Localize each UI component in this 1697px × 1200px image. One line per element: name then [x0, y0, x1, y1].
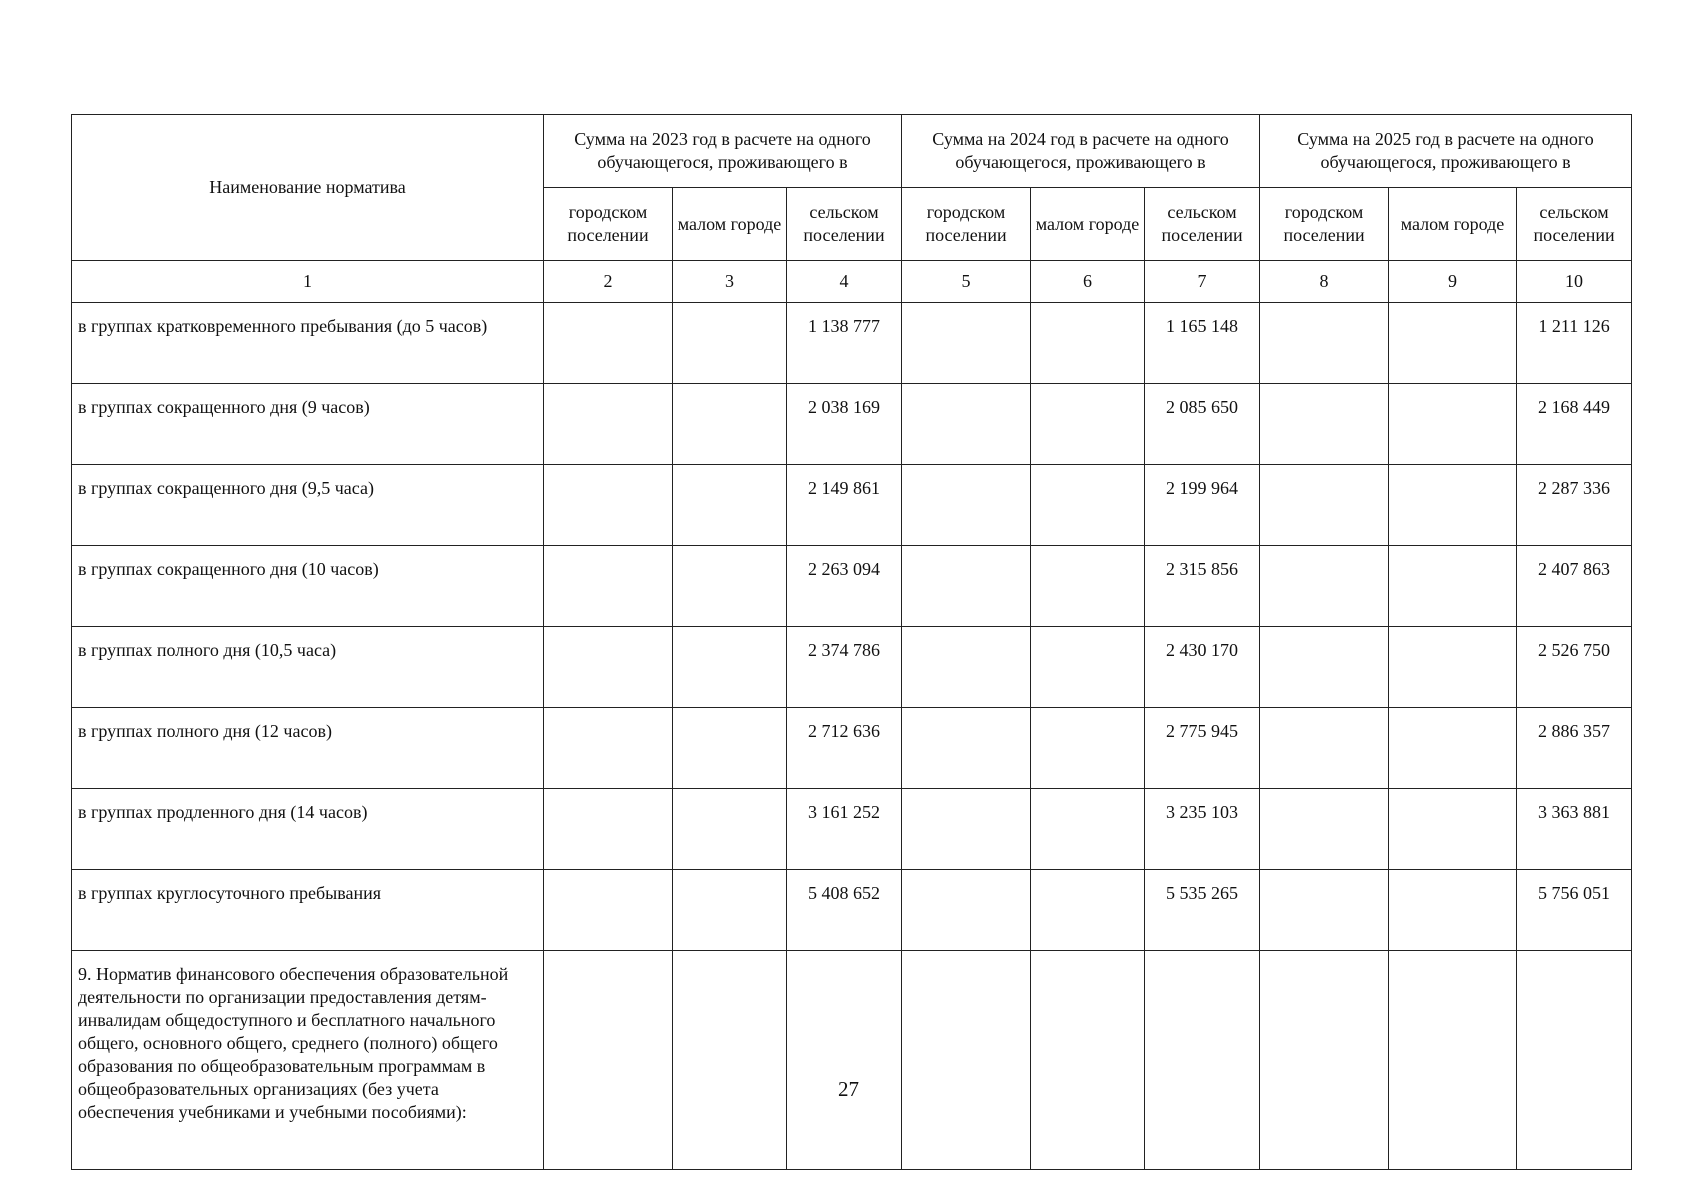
value-cell: 2 287 336 — [1517, 465, 1632, 546]
value-cell — [1389, 546, 1517, 627]
value-cell — [1031, 789, 1145, 870]
value-cell — [902, 546, 1031, 627]
value-cell — [544, 951, 673, 1170]
page-number: 27 — [838, 1077, 859, 1101]
normative-name-cell: в группах круглосуточного пребывания — [72, 870, 544, 951]
column-number: 10 — [1517, 261, 1632, 303]
normative-name-cell: в группах полного дня (10,5 часа) — [72, 627, 544, 708]
value-cell — [544, 870, 673, 951]
table-row — [72, 303, 1632, 384]
value-cell — [1031, 951, 1145, 1170]
value-cell: 3 363 881 — [1517, 789, 1632, 870]
value-cell — [1260, 789, 1389, 870]
value-cell — [673, 627, 787, 708]
column-number: 7 — [1145, 261, 1260, 303]
column-number: 2 — [544, 261, 673, 303]
value-cell — [1389, 789, 1517, 870]
value-cell — [1260, 303, 1389, 384]
value-cell: 2 199 964 — [1145, 465, 1260, 546]
normative-name-cell: 9. Норматив финансового обеспечения образовательной деятельности по организации предоставления детям-инвалидам общедоступного и бесплатного начального общего, основного общего, среднего (полного) общего образования по общеобразовательным программам в общеобразовательных организациях (без учета обеспечения учебниками и учебными пособиями): — [72, 951, 544, 1170]
subheader-rural-2024: сельском поселении — [1145, 188, 1260, 261]
value-cell — [673, 303, 787, 384]
normative-name-cell: в группах сокращенного дня (10 часов) — [72, 546, 544, 627]
column-number: 4 — [787, 261, 902, 303]
table-row — [72, 465, 1632, 546]
value-cell — [1260, 708, 1389, 789]
value-cell — [1031, 465, 1145, 546]
column-number-row — [72, 261, 1632, 303]
normative-name-cell: в группах полного дня (12 часов) — [72, 708, 544, 789]
column-number: 6 — [1031, 261, 1145, 303]
value-cell: 2 712 636 — [787, 708, 902, 789]
header-group-2024: Сумма на 2024 год в расчете на одного обучающегося, проживающего в — [902, 115, 1260, 188]
value-cell — [1145, 951, 1260, 1170]
value-cell — [1389, 465, 1517, 546]
value-cell: 2 407 863 — [1517, 546, 1632, 627]
column-number: 5 — [902, 261, 1031, 303]
subheader-small-town-2024: малом городе — [1031, 188, 1145, 261]
table-row — [72, 627, 1632, 708]
value-cell — [544, 384, 673, 465]
value-cell: 5 408 652 — [787, 870, 902, 951]
value-cell — [673, 546, 787, 627]
value-cell: 2 315 856 — [1145, 546, 1260, 627]
value-cell — [544, 546, 673, 627]
value-cell — [544, 303, 673, 384]
value-cell: 5 756 051 — [1517, 870, 1632, 951]
value-cell: 2 886 357 — [1517, 708, 1632, 789]
value-cell — [544, 789, 673, 870]
value-cell: 2 430 170 — [1145, 627, 1260, 708]
value-cell: 2 149 861 — [787, 465, 902, 546]
value-cell — [902, 789, 1031, 870]
subheader-urban-2023: городском поселении — [544, 188, 673, 261]
table-row-section-9 — [72, 951, 1632, 1170]
value-cell — [1517, 951, 1632, 1170]
value-cell — [1260, 627, 1389, 708]
table-row — [72, 546, 1632, 627]
value-cell — [1031, 708, 1145, 789]
value-cell — [673, 951, 787, 1170]
value-cell: 2 775 945 — [1145, 708, 1260, 789]
normative-name-cell: в группах сокращенного дня (9,5 часа) — [72, 465, 544, 546]
header-row-groups — [72, 115, 1632, 188]
value-cell — [1031, 870, 1145, 951]
table-row — [72, 870, 1632, 951]
value-cell: 1 138 777 — [787, 303, 902, 384]
normative-name-cell: в группах сокращенного дня (9 часов) — [72, 384, 544, 465]
value-cell — [544, 708, 673, 789]
value-cell — [673, 870, 787, 951]
value-cell — [1260, 465, 1389, 546]
table-row — [72, 384, 1632, 465]
subheader-rural-2025: сельском поселении — [1517, 188, 1632, 261]
normative-table — [71, 114, 1632, 1170]
value-cell — [1031, 303, 1145, 384]
column-number: 1 — [72, 261, 544, 303]
value-cell: 1 211 126 — [1517, 303, 1632, 384]
value-cell — [1260, 870, 1389, 951]
value-cell: 1 165 148 — [1145, 303, 1260, 384]
value-cell — [673, 708, 787, 789]
value-cell: 2 168 449 — [1517, 384, 1632, 465]
value-cell: 2 085 650 — [1145, 384, 1260, 465]
table-row — [72, 789, 1632, 870]
column-number: 9 — [1389, 261, 1517, 303]
value-cell — [1031, 384, 1145, 465]
value-cell — [902, 465, 1031, 546]
value-cell — [902, 951, 1031, 1170]
value-cell — [902, 870, 1031, 951]
table-row — [72, 708, 1632, 789]
value-cell: 3 161 252 — [787, 789, 902, 870]
value-cell — [1389, 708, 1517, 789]
value-cell — [1260, 546, 1389, 627]
value-cell — [1260, 951, 1389, 1170]
normative-name-cell: в группах продленного дня (14 часов) — [72, 789, 544, 870]
header-group-2025: Сумма на 2025 год в расчете на одного обучающегося, проживающего в — [1260, 115, 1632, 188]
value-cell — [1389, 627, 1517, 708]
value-cell — [902, 384, 1031, 465]
value-cell: 5 535 265 — [1145, 870, 1260, 951]
value-cell: 2 374 786 — [787, 627, 902, 708]
value-cell — [902, 627, 1031, 708]
subheader-rural-2023: сельском поселении — [787, 188, 902, 261]
value-cell — [673, 465, 787, 546]
subheader-small-town-2025: малом городе — [1389, 188, 1517, 261]
table-body — [72, 261, 1632, 1170]
column-number: 3 — [673, 261, 787, 303]
value-cell — [1031, 546, 1145, 627]
value-cell: 3 235 103 — [1145, 789, 1260, 870]
subheader-small-town-2023: малом городе — [673, 188, 787, 261]
value-cell — [902, 708, 1031, 789]
value-cell — [1389, 870, 1517, 951]
value-cell — [1260, 384, 1389, 465]
subheader-urban-2024: городском поселении — [902, 188, 1031, 261]
value-cell: 2 526 750 — [1517, 627, 1632, 708]
value-cell — [544, 627, 673, 708]
header-group-2023: Сумма на 2023 год в расчете на одного обучающегося, проживающего в — [544, 115, 902, 188]
value-cell — [1389, 384, 1517, 465]
subheader-urban-2025: городском поселении — [1260, 188, 1389, 261]
normative-name-cell: в группах кратковременного пребывания (до 5 часов) — [72, 303, 544, 384]
value-cell — [787, 951, 902, 1170]
value-cell: 2 263 094 — [787, 546, 902, 627]
value-cell — [1389, 951, 1517, 1170]
value-cell — [544, 465, 673, 546]
value-cell — [673, 384, 787, 465]
column-number: 8 — [1260, 261, 1389, 303]
header-normative-name: Наименование норматива — [72, 115, 544, 261]
value-cell: 2 038 169 — [787, 384, 902, 465]
value-cell — [673, 789, 787, 870]
value-cell — [902, 303, 1031, 384]
value-cell — [1389, 303, 1517, 384]
value-cell — [1031, 627, 1145, 708]
